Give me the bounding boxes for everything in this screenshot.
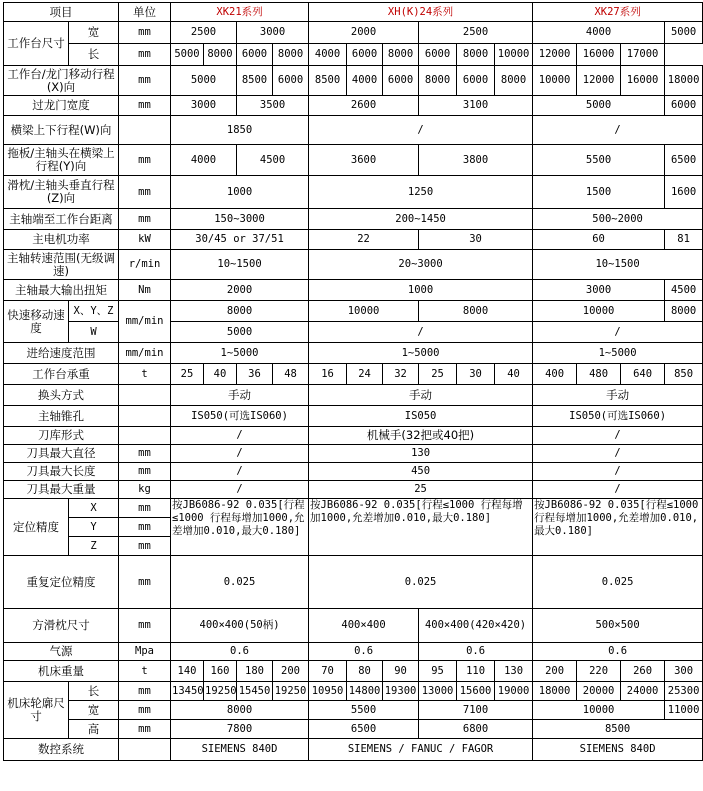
value-cell: /: [533, 116, 703, 145]
value-cell: 15450: [237, 682, 273, 701]
value-cell: 5000: [171, 44, 204, 66]
value-cell: 16000: [621, 66, 665, 96]
unit-cell: mm: [119, 22, 171, 44]
value-cell: 400×400: [309, 609, 419, 643]
value-cell: 500×500: [533, 609, 703, 643]
value-cell: 0.6: [533, 643, 703, 661]
value-cell: 1000: [309, 280, 533, 301]
value-cell: 0.025: [533, 556, 703, 609]
axis-y-label: Y: [69, 518, 119, 537]
value-cell: 6000: [665, 96, 703, 116]
value-cell: 19250: [204, 682, 237, 701]
value-cell: 200: [273, 661, 309, 682]
rapid-xyz-label: X、Y、Z: [69, 301, 119, 322]
value-cell: 180: [237, 661, 273, 682]
table-size-label: 工作台尺寸: [4, 22, 69, 66]
value-cell: 4000: [171, 145, 237, 176]
value-cell: /: [309, 116, 533, 145]
value-cell: 36: [237, 364, 273, 385]
value-cell: 200~1450: [309, 209, 533, 230]
value-cell: 19300: [383, 682, 419, 701]
load-label: 工作台承重: [4, 364, 119, 385]
value-cell: IS050: [309, 406, 533, 427]
value-cell: 4500: [237, 145, 309, 176]
value-cell: 0.6: [419, 643, 533, 661]
unit-cell: mm: [119, 445, 171, 463]
w-travel-label: 横梁上下行程(W)向: [4, 116, 119, 145]
unit-cell: mm: [119, 720, 171, 739]
value-cell: 5000: [171, 66, 237, 96]
magazine-label: 刀库形式: [4, 427, 119, 445]
value-cell: 6000: [457, 66, 495, 96]
tool-length-label: 刀具最大长度: [4, 463, 119, 481]
value-cell: 1~5000: [171, 343, 309, 364]
repeat-label: 重复定位精度: [4, 556, 119, 609]
value-cell: 4000: [347, 66, 383, 96]
value-cell: 5500: [533, 145, 665, 176]
value-cell: 6000: [383, 66, 419, 96]
value-cell: 2500: [419, 22, 533, 44]
value-cell: 8000: [419, 301, 533, 322]
unit-cell: [119, 739, 171, 761]
y-travel-label: 拖板/主轴头在横梁上行程(Y)向: [4, 145, 119, 176]
value-cell: /: [171, 463, 309, 481]
value-cell: 8000: [204, 44, 237, 66]
value-cell: 2600: [309, 96, 419, 116]
value-cell: 10~1500: [533, 250, 703, 280]
value-cell: 4000: [533, 22, 665, 44]
value-cell: SIEMENS 840D: [533, 739, 703, 761]
spindle-speed-label: 主轴转速范围(无级调速): [4, 250, 119, 280]
value-cell: 24000: [621, 682, 665, 701]
unit-cell: Nm: [119, 280, 171, 301]
value-cell: 15600: [457, 682, 495, 701]
value-cell: 3500: [237, 96, 309, 116]
value-cell: 140: [171, 661, 204, 682]
table-width-label: 宽: [69, 22, 119, 44]
value-cell: 25300: [665, 682, 703, 701]
value-cell: /: [533, 322, 703, 343]
value-cell: 13450: [171, 682, 204, 701]
value-cell: 8000: [495, 66, 533, 96]
value-cell: 300: [665, 661, 703, 682]
value-cell: 3000: [237, 22, 309, 44]
value-cell: 20000: [577, 682, 621, 701]
unit-cell: mm: [119, 463, 171, 481]
value-cell: 130: [495, 661, 533, 682]
header-series-xk21: XK21系列: [171, 3, 309, 22]
value-cell: 0.6: [171, 643, 309, 661]
value-cell: 8500: [309, 66, 347, 96]
value-cell: 手动: [309, 385, 533, 406]
value-cell: IS050(可选IS060): [171, 406, 309, 427]
unit-cell: [119, 406, 171, 427]
value-cell: 4000: [309, 44, 347, 66]
value-cell: 0.6: [309, 643, 419, 661]
value-cell: 手动: [171, 385, 309, 406]
value-cell: /: [533, 445, 703, 463]
value-cell: 8000: [273, 44, 309, 66]
value-cell: 3000: [171, 96, 237, 116]
motor-power-label: 主电机功率: [4, 230, 119, 250]
ram-label: 方滑枕尺寸: [4, 609, 119, 643]
taper-label: 主轴锥孔: [4, 406, 119, 427]
feed-label: 进给速度范围: [4, 343, 119, 364]
outline-width-label: 宽: [69, 701, 119, 720]
value-cell: /: [533, 463, 703, 481]
value-cell: 0.025: [171, 556, 309, 609]
value-cell: /: [171, 445, 309, 463]
header-series-xk27: XK27系列: [533, 3, 703, 22]
value-cell: 19000: [495, 682, 533, 701]
value-cell: 95: [419, 661, 457, 682]
air-label: 气源: [4, 643, 119, 661]
value-cell: 1850: [171, 116, 309, 145]
value-cell: 6800: [419, 720, 533, 739]
table-length-label: 长: [69, 44, 119, 66]
unit-cell: mm: [119, 537, 171, 556]
spec-table: [3, 2, 703, 761]
value-cell: 3600: [309, 145, 419, 176]
torque-label: 主轴最大输出扭矩: [4, 280, 119, 301]
spindle-distance-label: 主轴端至工作台距离: [4, 209, 119, 230]
unit-cell: t: [119, 364, 171, 385]
value-cell: 6500: [309, 720, 419, 739]
value-cell: 160: [204, 661, 237, 682]
value-cell: 8000: [171, 301, 309, 322]
header-series-xhk24: XH(K)24系列: [309, 3, 533, 22]
unit-cell: mm: [119, 209, 171, 230]
value-cell: 10~1500: [171, 250, 309, 280]
positioning-xhk24: 按JB6086-92 0.035[行程≤1000 行程每增加1000,允差增加0.010,最大0.180]: [309, 499, 533, 556]
outline-height-label: 高: [69, 720, 119, 739]
value-cell: 机械手(32把或40把): [309, 427, 533, 445]
value-cell: 6000: [273, 66, 309, 96]
value-cell: 10000: [533, 66, 577, 96]
value-cell: 6000: [237, 44, 273, 66]
value-cell: 8500: [237, 66, 273, 96]
unit-cell: kg: [119, 481, 171, 499]
value-cell: 8000: [419, 66, 457, 96]
positioning-xk27: 按JB6086-92 0.035[行程≤1000 行程每增加1000,允差增加0.010,最大0.180]: [533, 499, 703, 556]
value-cell: 22: [309, 230, 419, 250]
z-travel-label: 滑枕/主轴头垂直行程(Z)向: [4, 176, 119, 209]
value-cell: 8000: [171, 701, 309, 720]
value-cell: 150~3000: [171, 209, 309, 230]
value-cell: 40: [495, 364, 533, 385]
axis-x-label: X: [69, 499, 119, 518]
unit-cell: [119, 385, 171, 406]
tool-diameter-label: 刀具最大直径: [4, 445, 119, 463]
value-cell: 1~5000: [533, 343, 703, 364]
value-cell: 6000: [419, 44, 457, 66]
value-cell: 1600: [665, 176, 703, 209]
value-cell: 32: [383, 364, 419, 385]
value-cell: 2000: [309, 22, 419, 44]
value-cell: 81: [665, 230, 703, 250]
value-cell: 16000: [577, 44, 621, 66]
value-cell: 130: [309, 445, 533, 463]
value-cell: 1250: [309, 176, 533, 209]
value-cell: 850: [665, 364, 703, 385]
unit-cell: t: [119, 661, 171, 682]
unit-cell: r/min: [119, 250, 171, 280]
value-cell: 12000: [577, 66, 621, 96]
axis-z-label: Z: [69, 537, 119, 556]
value-cell: SIEMENS 840D: [171, 739, 309, 761]
value-cell: IS050(可选IS060): [533, 406, 703, 427]
value-cell: 4500: [665, 280, 703, 301]
value-cell: 200: [533, 661, 577, 682]
value-cell: 400×400(50柄): [171, 609, 309, 643]
value-cell: 11000: [665, 701, 703, 720]
value-cell: 1000: [171, 176, 309, 209]
value-cell: 17000: [621, 44, 665, 66]
value-cell: 8000: [383, 44, 419, 66]
value-cell: 手动: [533, 385, 703, 406]
cnc-label: 数控系统: [4, 739, 119, 761]
value-cell: 5500: [309, 701, 419, 720]
positioning-xk21: 按JB6086-92 0.035[行程≤1000 行程每增加1000,允差增加0.010,最大0.180]: [171, 499, 309, 556]
value-cell: 18000: [665, 66, 703, 96]
header-unit: 单位: [119, 3, 171, 22]
rapid-w-label: W: [69, 322, 119, 343]
value-cell: 6000: [347, 44, 383, 66]
outline-label: 机床轮廓尺寸: [4, 682, 69, 739]
value-cell: 10000: [533, 301, 665, 322]
unit-cell: kW: [119, 230, 171, 250]
tool-change-label: 换头方式: [4, 385, 119, 406]
value-cell: 260: [621, 661, 665, 682]
value-cell: 0.025: [309, 556, 533, 609]
value-cell: SIEMENS / FANUC / FAGOR: [309, 739, 533, 761]
unit-cell: mm: [119, 609, 171, 643]
value-cell: 6500: [665, 145, 703, 176]
unit-cell: mm: [119, 499, 171, 518]
unit-cell: mm/min: [119, 343, 171, 364]
value-cell: 220: [577, 661, 621, 682]
value-cell: 30: [457, 364, 495, 385]
value-cell: 2000: [171, 280, 309, 301]
value-cell: 40: [204, 364, 237, 385]
value-cell: 7100: [419, 701, 533, 720]
value-cell: 13000: [419, 682, 457, 701]
value-cell: /: [309, 322, 533, 343]
value-cell: 5000: [665, 22, 703, 44]
value-cell: 10950: [309, 682, 347, 701]
value-cell: 90: [383, 661, 419, 682]
tool-weight-label: 刀具最大重量: [4, 481, 119, 499]
value-cell: 3100: [419, 96, 533, 116]
unit-cell: mm: [119, 518, 171, 537]
value-cell: 10000: [309, 301, 419, 322]
unit-cell: mm: [119, 145, 171, 176]
value-cell: 30: [419, 230, 533, 250]
value-cell: 70: [309, 661, 347, 682]
value-cell: 16: [309, 364, 347, 385]
value-cell: 25: [171, 364, 204, 385]
unit-cell: [119, 427, 171, 445]
value-cell: /: [533, 427, 703, 445]
unit-cell: mm: [119, 682, 171, 701]
weight-label: 机床重量: [4, 661, 119, 682]
value-cell: 60: [533, 230, 665, 250]
unit-cell: mm/min: [119, 301, 171, 343]
value-cell: 8000: [457, 44, 495, 66]
value-cell: 10000: [533, 701, 665, 720]
value-cell: 48: [273, 364, 309, 385]
unit-cell: mm: [119, 176, 171, 209]
value-cell: 1~5000: [309, 343, 533, 364]
unit-cell: mm: [119, 556, 171, 609]
unit-cell: mm: [119, 96, 171, 116]
gantry-width-label: 过龙门宽度: [4, 96, 119, 116]
value-cell: 2500: [171, 22, 237, 44]
value-cell: 400×400(420×420): [419, 609, 533, 643]
value-cell: /: [171, 481, 309, 499]
unit-cell: mm: [119, 66, 171, 96]
value-cell: 10000: [495, 44, 533, 66]
value-cell: 14800: [347, 682, 383, 701]
unit-cell: [119, 116, 171, 145]
value-cell: 3000: [533, 280, 665, 301]
value-cell: 19250: [273, 682, 309, 701]
unit-cell: mm: [119, 701, 171, 720]
value-cell: 1500: [533, 176, 665, 209]
value-cell: /: [171, 427, 309, 445]
rapid-label: 快速移动速度: [4, 301, 69, 343]
header-item: 项目: [4, 3, 119, 22]
positioning-label: 定位精度: [4, 499, 69, 556]
value-cell: 80: [347, 661, 383, 682]
value-cell: 110: [457, 661, 495, 682]
value-cell: 8000: [665, 301, 703, 322]
value-cell: 24: [347, 364, 383, 385]
value-cell: 18000: [533, 682, 577, 701]
value-cell: 5000: [533, 96, 665, 116]
value-cell: 25: [419, 364, 457, 385]
value-cell: 400: [533, 364, 577, 385]
value-cell: 7800: [171, 720, 309, 739]
unit-cell: Mpa: [119, 643, 171, 661]
value-cell: /: [533, 481, 703, 499]
unit-cell: mm: [119, 44, 171, 66]
value-cell: 20~3000: [309, 250, 533, 280]
value-cell: 500~2000: [533, 209, 703, 230]
value-cell: 12000: [533, 44, 577, 66]
value-cell: 480: [577, 364, 621, 385]
x-travel-label: 工作台/龙门移动行程(X)向: [4, 66, 119, 96]
outline-length-label: 长: [69, 682, 119, 701]
value-cell: 5000: [171, 322, 309, 343]
value-cell: 25: [309, 481, 533, 499]
value-cell: 3800: [419, 145, 533, 176]
value-cell: 640: [621, 364, 665, 385]
value-cell: 30/45 or 37/51: [171, 230, 309, 250]
value-cell: 450: [309, 463, 533, 481]
value-cell: 8500: [533, 720, 703, 739]
